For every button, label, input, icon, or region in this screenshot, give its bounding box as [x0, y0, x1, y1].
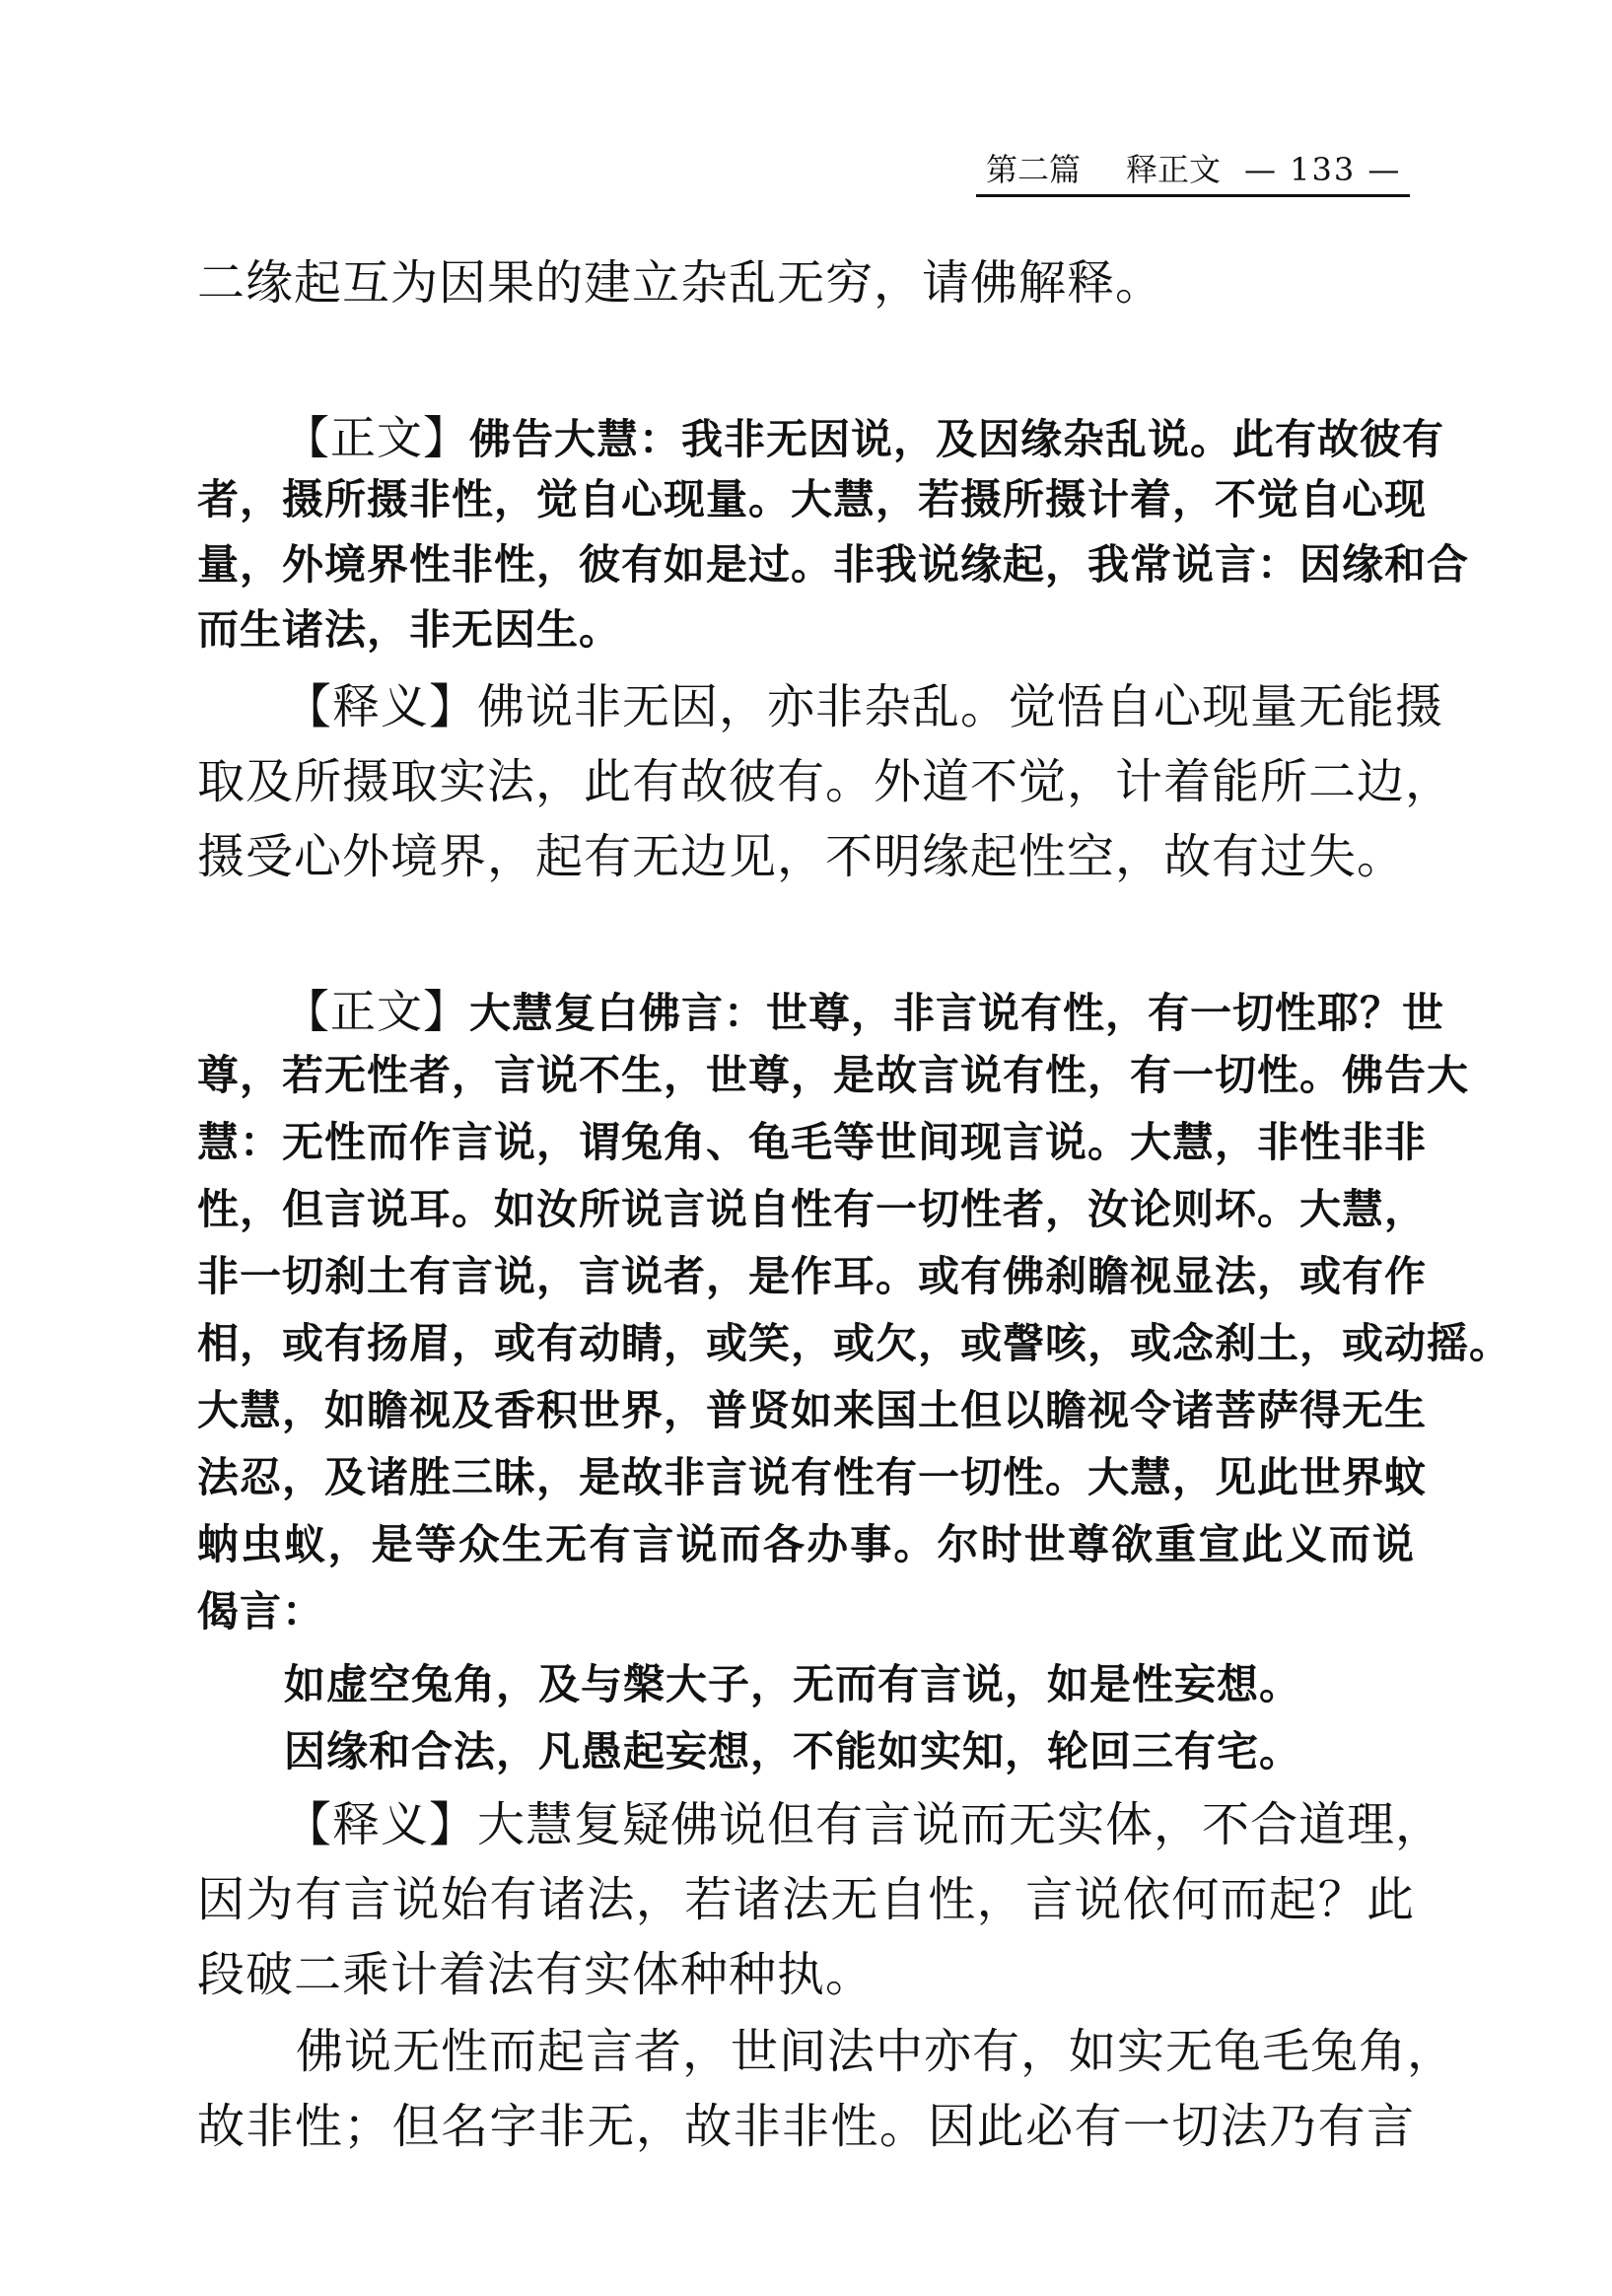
page-number: — 133 —: [1244, 151, 1402, 188]
paragraph-line: 大慧，如瞻视及香积世界，普贤如来国土但以瞻视令诸菩萨得无生: [197, 1386, 1428, 1434]
header-rule: [976, 194, 1410, 197]
paragraph-line: 摄受心外境界，起有无边见，不明缘起性空，故有过失。: [197, 829, 1406, 884]
chapter-label: 第二篇: [986, 151, 1082, 188]
paragraph-line: 蚋虫蚁，是等众生无有言说而各办事。尔时世尊欲重宣此义而说: [197, 1520, 1415, 1568]
paragraph-line: 取及所摄取实法，此有故彼有。外道不觉，计着能所二边，: [197, 754, 1454, 809]
paragraph-line: 非一切刹土有言说，言说者，是作耳。或有佛刹瞻视显法，或有作: [197, 1252, 1428, 1300]
section-tag: 【释义】: [284, 679, 478, 734]
paragraph-line: 偈言：: [197, 1587, 325, 1635]
paragraph-first-line: 佛说无性而起言者，世间法中亦有，如实无龟毛兔角，: [296, 2024, 1456, 2079]
paragraph-line: 段破二乘计着法有实体种种执。: [197, 1947, 875, 2002]
section-label: 释正文: [1126, 151, 1222, 188]
paragraph-line: 而生诸法，非无因生。: [197, 605, 622, 654]
paragraph-line: 者，摄所摄非性，觉自心现量。大慧，若摄所摄计着，不觉自心现: [197, 475, 1428, 523]
paragraph-first-line: 【正文】佛告大慧：我非无因说，及因缘杂乱说。此有故彼有: [284, 411, 1445, 464]
paragraph-line: 性，但言说耳。如汝所说言说自性有一切性者，汝论则坏。大慧，: [197, 1185, 1428, 1233]
section-tag: 【释义】: [284, 1797, 478, 1852]
section-tag: 【正文】: [284, 411, 469, 464]
paragraph-line: 二缘起互为因果的建立杂乱无穷，请佛解释。: [197, 255, 1164, 311]
verse-line: 因缘和合法，凡愚起妄想，不能如实知，轮回三有宅。: [284, 1727, 1302, 1775]
paragraph-line: 法忍，及诸胜三昧，是故非言说有性有一切性。大慧，见此世界蚊: [197, 1453, 1428, 1501]
paragraph-first-line: 【正文】大慧复白佛言：世尊，非言说有性，有一切性耶？世: [284, 985, 1445, 1038]
paragraph-line: 量，外境界性非性，彼有如是过。非我说缘起，我常说言：因缘和合: [197, 540, 1470, 589]
paragraph-line: 慧：无性而作言说，谓兔角、龟毛等世间现言说。大慧，非性非非: [197, 1118, 1428, 1166]
paragraph-line: 尊，若无性者，言说不生，世尊，是故言说有性，有一切性。佛告大: [197, 1051, 1470, 1099]
verse-line: 如虚空兔角，及与槃大子，无而有言说，如是性妄想。: [284, 1660, 1302, 1708]
paragraph-first-line: 【释义】佛说非无因，亦非杂乱。觉悟自心现量无能摄: [284, 679, 1444, 734]
paragraph-first-line: 【释义】大慧复疑佛说但有言说而无实体，不合道理，: [284, 1797, 1444, 1852]
paragraph-line: 相，或有扬眉，或有动睛，或笑，或欠，或謦咳，或念刹土，或动摇。: [197, 1319, 1512, 1367]
paragraph-line: 因为有言说始有诸法，若诸法无自性，言说依何而起？此: [197, 1872, 1415, 1927]
paragraph-line: 故非性；但名字非无，故非非性。因此必有一切法乃有言: [197, 2099, 1415, 2154]
section-tag: 【正文】: [284, 985, 469, 1038]
running-header: [976, 146, 1410, 193]
